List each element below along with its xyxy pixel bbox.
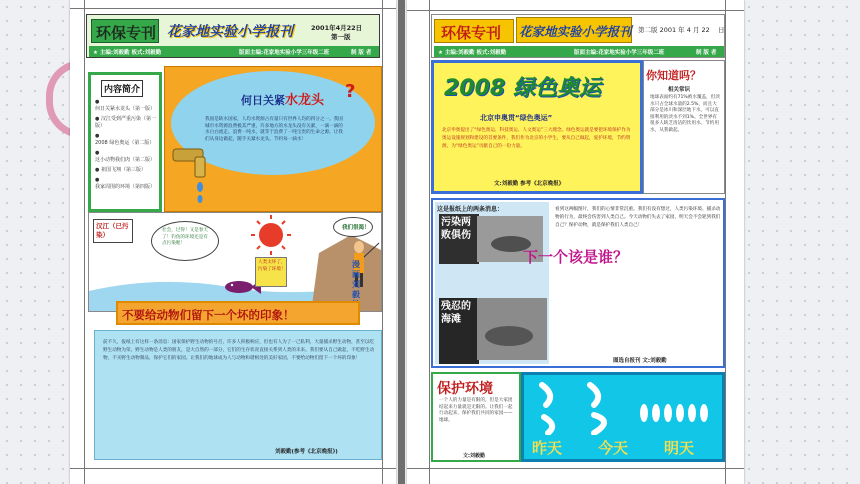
issue-number: 第一版 (331, 33, 351, 41)
faucet-icon (171, 143, 215, 205)
did-you-know-section (643, 60, 725, 194)
page-gutter (398, 0, 405, 484)
issue-date-right: 第二版 2001 年 4 月 22 (638, 26, 710, 34)
tomorrow-label: 明天 (664, 439, 695, 457)
contents-item[interactable]: ● 我家周围的环境（第四版） (95, 177, 156, 190)
animals-article (94, 330, 382, 460)
did-you-know-body: 地球表面约有71%被水覆盖，但淡水只占全球水量的2.5%，而且大部分是冰川和深层地下水，可以直接利用的淡水不到1%。全世界有很多人缺乏清洁的饮用水。节约用水，从我做起。 (650, 95, 720, 133)
paper-name: 花家地实验小学报刊 (167, 24, 293, 40)
speech-bubble-right: 我们很渴！ (333, 217, 373, 237)
wildlife-credit: 图选自报刊 文:刘毅勤 (613, 358, 667, 364)
contents-item[interactable]: ● 这小动物我们肉（第二版） (95, 150, 156, 163)
section-title-box-right (434, 19, 514, 43)
school-line-right: 版面主编:花家地实验小学三年级二班 (574, 50, 665, 56)
protect-body: 一个人的力量是有限的，但是大家团结起来力量就是无限的。让我们一起行动起来，保护我们共同的家园——地球。 (439, 398, 513, 423)
protect-title: 保护环境 (437, 381, 493, 397)
paper-name-right: 花家地实验小学报刊 (519, 24, 632, 39)
animals-article-credit: 刘毅勤(参考《北京晚报》) (275, 449, 338, 455)
masthead (86, 14, 380, 58)
staff-line-right: ★ 主编:刘毅勤 板式:刘毅勤 (438, 50, 507, 56)
water-drops-section (521, 372, 725, 462)
masthead-right (431, 14, 725, 58)
contents-item[interactable]: ● 何日关紧水龙头（第一版） (95, 99, 156, 112)
contents-item[interactable]: ● 祖国飞翔（第三版） (95, 167, 146, 173)
today-label: 今天 (598, 439, 629, 457)
faucet-headline: 何日关紧水龙头 (241, 93, 325, 108)
wildlife-photo-caption: 这是报纸上的两条消息： (437, 206, 504, 213)
river-label-box (93, 219, 133, 243)
did-you-know-heading: 相关常识 (668, 87, 691, 93)
faucet-body: 我国是缺水国家，人均水资源占有量只有世界人均的四分之一。我国城市水资源浪费极其严重，许多地方的水龙头没有关紧，一滴一滴的水白白流走。浪费一吨水，就等于浪费了一吨宝贵的生命之源。让我们从身边做起，随手关紧水龙头，节约每一滴水！ (205, 117, 343, 142)
contents-item[interactable]: ● 汉江受到严重污染（第一版） (95, 116, 156, 129)
contents-item[interactable]: ● 2008 绿色奥运（第二版） (95, 133, 155, 146)
school-line: 版面主编:花家地实验小学三年级二班 (239, 50, 330, 56)
wildlife-section (431, 198, 725, 368)
wildlife-stamp: 污染两败俱伤 (441, 217, 471, 241)
issue-date: 2001年4月22日 (311, 24, 363, 32)
wildlife-stamp-2: 残忍的海滩 (441, 301, 471, 325)
wildlife-headline: 下一个该是谁？ (523, 248, 629, 266)
contents-box (88, 72, 162, 212)
olympics-title: 2008 绿色奥运 (444, 76, 601, 101)
wildlife-body: 看到这两幅图片，我们的心情非常沉重。我们有没有想过，人类污染环境、捕杀动物的行为，最终会伤害到人类自己。今天动物们失去了家园，明天会不会轮到我们自己？保护动物，就是保护我们人类自己！ (555, 207, 721, 228)
newspaper-page-1 (70, 0, 396, 484)
olympics-section (431, 60, 643, 194)
water-drops-graphic (524, 375, 725, 435)
issue-day-right: 日 (718, 26, 725, 34)
editor-label-right: 制 版 者 (696, 50, 717, 56)
contents-list (95, 99, 159, 194)
hanjiang-cartoon (88, 212, 382, 312)
olympics-body: 北京申奥提出了“绿色奥运、科技奥运、人文奥运”三大理念。绿色奥运就是要把环境保护作为奥运设施规划和建设的首要条件，我们作为北京的小学生，要从自己做起，爱护环境，节约资源，为“绿色奥运”贡献自己的一份力量。 (442, 128, 631, 149)
yesterday-label: 昨天 (532, 439, 563, 457)
contents-title: 内容简介 (101, 80, 143, 97)
animals-headline: 不要给动物们留下一个坏的印象！ (122, 308, 295, 322)
protect-section (431, 372, 521, 462)
animals-article-body: 前不久，报纸上有这样一条消息：国家保护野生动物的号召，许多人积极响应，但也有人为了一己私利，大量捕杀野生动物，甚至以吃野生动物为荣。野生动物是人类的朋友，是大自然的一部分，它们的生存状况直接关系到人类的未来。我们要从自己做起，不吃野生动物，不买野生动物制品，保护它们的家园。让我们的地球成为人与动物和谐相处的美好家园，不要给动物们留下一个坏的印象！ (103, 340, 375, 361)
olympics-subtitle: 北京申奥贯“绿色奥运” (480, 114, 553, 122)
staff-bar-right (434, 46, 724, 57)
river-label: 汉江（已污染） (96, 222, 129, 239)
speech-bubble-small: 人类太坏了，污染了环境！ (255, 257, 287, 287)
newspaper-page-2 (407, 0, 744, 484)
cartoon-side-label: 漫画 刘毅 (352, 260, 360, 299)
did-you-know-title: 你知道吗？ (646, 69, 701, 82)
faucet-section (164, 66, 382, 212)
section-title-box (91, 19, 159, 43)
staff-bar (89, 46, 379, 57)
staff-line: ★ 主编:刘毅勤 板式:刘毅勤 (93, 50, 162, 56)
olympics-credit: 文:刘毅勤 参考《北京晚报》 (494, 181, 565, 187)
protect-credit: 文:刘毅勤 (463, 453, 485, 459)
question-mark-icon: ? (345, 81, 356, 102)
section-title: 环保专刊 (96, 24, 157, 42)
speech-bubble-left: 社会，过得！又是春天了！钓鱼的环境还是有点污染喔！ (151, 221, 219, 261)
animals-headline-box (116, 301, 360, 325)
section-title-right: 环保专刊 (441, 24, 502, 42)
paper-name-box (516, 17, 632, 43)
editor-label: 制 版 者 (351, 50, 372, 56)
